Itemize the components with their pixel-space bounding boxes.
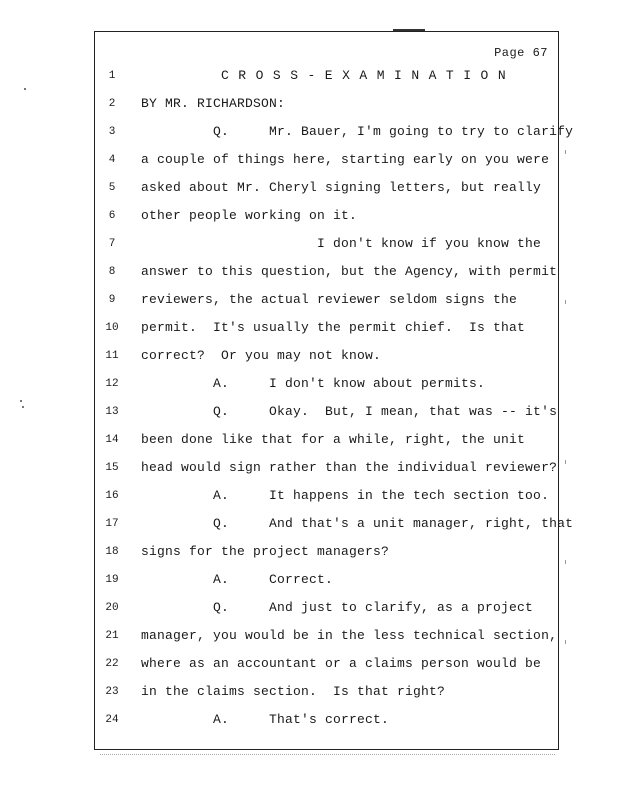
transcript-line: where as an accountant or a claims person would be — [141, 656, 542, 671]
transcript-line: A. Correct. — [141, 572, 334, 587]
line-number: 22 — [105, 658, 119, 670]
line-number: 13 — [105, 406, 119, 418]
transcript-line: been done like that for a while, right, the unit — [141, 432, 526, 447]
line-number: 24 — [105, 714, 119, 726]
transcript-line: reviewers, the actual reviewer seldom signs the — [141, 292, 518, 307]
transcript-line: BY MR. RICHARDSON: — [141, 96, 286, 111]
line-number: 9 — [108, 294, 116, 306]
margin-speck — [565, 150, 566, 154]
line-number: 8 — [108, 266, 116, 278]
line-number: 5 — [108, 182, 116, 194]
margin-speck — [565, 640, 566, 644]
line-number: 12 — [105, 378, 119, 390]
line-number: 11 — [105, 350, 119, 362]
transcript-line: I don't know if you know the — [141, 236, 542, 251]
line-number: 17 — [105, 518, 119, 530]
line-number: 20 — [105, 602, 119, 614]
line-number: 14 — [105, 434, 119, 446]
line-number: 3 — [108, 126, 116, 138]
transcript-line: A. It happens in the tech section too. — [141, 488, 550, 503]
transcript-line: correct? Or you may not know. — [141, 348, 382, 363]
margin-speck — [24, 88, 26, 90]
line-number: 19 — [105, 574, 119, 586]
transcript-line: Q. Mr. Bauer, I'm going to try to clarify — [141, 124, 574, 139]
line-number: 4 — [108, 154, 116, 166]
margin-speck — [565, 560, 566, 564]
transcript-line: manager, you would be in the less technical section, — [141, 628, 558, 643]
transcript-line: Q. Okay. But, I mean, that was -- it's — [141, 404, 558, 419]
margin-speck — [20, 400, 22, 402]
line-number: 2 — [108, 98, 116, 110]
line-number: 10 — [105, 322, 119, 334]
footer-rule — [100, 754, 555, 755]
transcript-line: Q. And just to clarify, as a project — [141, 600, 534, 615]
line-number: 23 — [105, 686, 119, 698]
margin-speck — [22, 406, 24, 408]
line-number: 15 — [105, 462, 119, 474]
transcript-line: A. I don't know about permits. — [141, 376, 486, 391]
transcript-line: signs for the project managers? — [141, 544, 390, 559]
transcript-line: Q. And that's a unit manager, right, that — [141, 516, 574, 531]
transcript-line: other people working on it. — [141, 208, 358, 223]
transcript-line: head would sign rather than the individual reviewer? — [141, 460, 558, 475]
transcript-line: a couple of things here, starting early on you were — [141, 152, 550, 167]
line-number: 18 — [105, 546, 119, 558]
transcript-line: in the claims section. Is that right? — [141, 684, 446, 699]
line-number: 6 — [108, 210, 116, 222]
section-heading: CROSS-EXAMINATION — [221, 68, 516, 83]
transcript-line: answer to this question, but the Agency, with permit — [141, 264, 558, 279]
line-number: 21 — [105, 630, 119, 642]
line-number: 1 — [108, 70, 116, 82]
line-number: 16 — [105, 490, 119, 502]
margin-speck — [565, 300, 566, 304]
page-number: Page 67 — [494, 46, 548, 60]
transcript-line: permit. It's usually the permit chief. Is that — [141, 320, 526, 335]
margin-speck — [565, 460, 566, 464]
transcript-line: A. That's correct. — [141, 712, 390, 727]
transcript-line: asked about Mr. Cheryl signing letters, but really — [141, 180, 542, 195]
line-number: 7 — [108, 238, 116, 250]
transcript-page — [94, 31, 574, 750]
